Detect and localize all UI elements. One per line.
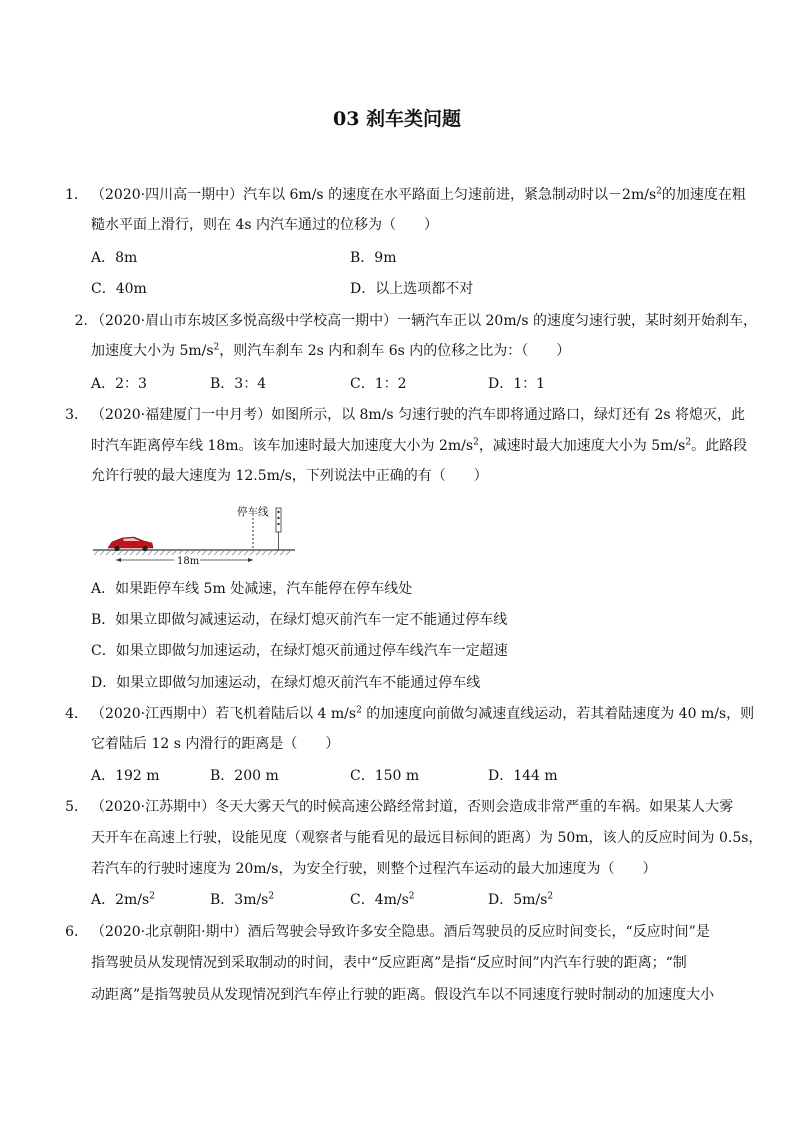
car-icon [108, 537, 153, 551]
option-c: C．如果立即做匀加速运动，在绿灯熄灭前通过停车线汽车一定超速 [91, 643, 508, 659]
question-6-text: （2020·北京朝阳·期中）酒后驾驶会导致许多安全隐患。酒后驾驶员的反应时间变长，“反应时间”是 [91, 924, 710, 940]
question-3-text: （2020·福建厦门一中月考）如图所示，以 8m/s 匀速行驶的汽车即将通过路口，绿灯还有 2s 将熄灭，此 [91, 407, 746, 423]
question-3-text: 时汽车距离停车线 18m。该车加速时最大加速度大小为 $2m/s^2$，减速时最大加速度大小为 $5m/s^2$。此路段 [91, 437, 748, 454]
option-a: A．8m [91, 250, 138, 266]
question-6-text: 动距离”是指驾驶员从发现情况到汽车停止行驶的距离。假设汽车以不同速度行驶时制动的加速度大小 [91, 987, 715, 1003]
question-4-text: 它着陆后 12 s 内滑行的距离是（ ） [91, 736, 340, 752]
option-c: C．1：2 [350, 376, 407, 392]
question-4-text: （2020·江西期中）若飞机着陆后以 4 $m/s^2$ 的加速度向前做匀减速直线运动，若其着陆速度为 40 m/s，则 [91, 705, 755, 722]
question-3-text: 允许行驶的最大速度为 12.5m/s，下列说法中正确的有（ ） [91, 468, 488, 484]
question-6-text: 指驾驶员从发现情况到采取制动的时间，表中“反应距离”是指“反应时间”内汽车行驶的距离；“制 [91, 955, 687, 971]
option-b: B．如果立即做匀减速运动，在绿灯熄灭前汽车一定不能通过停车线 [91, 612, 508, 628]
option-d: D．$5m/s^2$ [488, 891, 554, 908]
option-a: A．如果距停车线 5m 处减速，汽车能停在停车线处 [91, 581, 413, 597]
distance-label: 18m [177, 556, 200, 567]
option-b: B．$3m/s^2$ [210, 891, 275, 908]
option-b: B．3：4 [210, 376, 267, 392]
question-2-text: （2020·眉山市东坡区多悦高级中学校高一期中）一辆汽车正以 20m/s 的速度匀速行驶，某时刻开始刹车， [91, 313, 757, 329]
question-1-text: （2020·四川高一期中）汽车以 6m/s 的速度在水平路面上匀速前进，紧急制动时以$-2m/s^2$的加速度在粗 [91, 186, 746, 203]
option-d: D．1：1 [488, 376, 546, 392]
option-c: C．40m [91, 281, 147, 297]
option-b: B．9m [350, 250, 397, 266]
question-5-text: 天开车在高速上行驶，设能见度（观察者与能看见的最远目标间的距离）为 50m，该人的反应时间为 0.5s， [91, 830, 763, 846]
stop-line-label: 停车线 [237, 506, 269, 518]
question-5-text: 若汽车的行驶时速度为 20m/s，为安全行驶，则整个过程汽车运动的最大加速度为（ ） [91, 861, 657, 877]
question-number: 2. [74, 313, 88, 329]
question-1-text: 糙水平面上滑行，则在 4s 内汽车通过的位移为（ ） [91, 217, 438, 233]
question-number: 4． [65, 706, 88, 722]
page-title: 03 刹车类问题 [332, 108, 462, 130]
question-number: 1． [65, 187, 88, 203]
question-5-text: （2020·江苏期中）冬天大雾天气的时候高速公路经常封道，否则会造成非常严重的车祸。如果某人大雾 [91, 799, 734, 815]
option-a: A．$2m/s^2$ [91, 891, 155, 908]
option-a: A．2：3 [91, 376, 147, 392]
option-c: C．150 m [350, 768, 420, 784]
stop-line-figure [90, 500, 300, 570]
option-c: C．$4m/s^2$ [350, 891, 415, 908]
question-number: 3． [65, 407, 88, 423]
option-d: D．如果立即做匀加速运动，在绿灯熄灭前汽车不能通过停车线 [91, 675, 481, 691]
option-d: D．以上选项都不对 [350, 281, 474, 297]
option-b: B．200 m [210, 768, 279, 784]
traffic-light-icon [276, 508, 281, 550]
option-a: A．192 m [91, 768, 160, 784]
option-d: D．144 m [488, 768, 558, 784]
question-2-text: 加速度大小为 $5m/s^2$，则汽车刹车 2s 内和刹车 6s 内的位移之比为：（ ） [91, 342, 571, 359]
question-number: 5． [65, 799, 88, 815]
question-number: 6． [65, 924, 88, 940]
